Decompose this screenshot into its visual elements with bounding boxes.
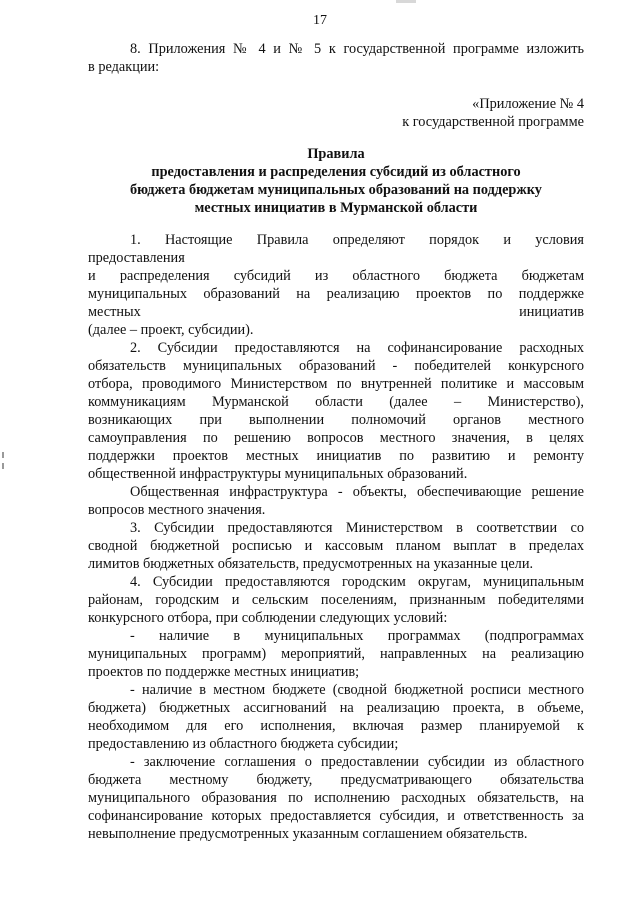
scan-edge-mark [2, 463, 4, 469]
paragraph-line: невыполнение предусмотренных указанным соглашением обязательств. [88, 826, 528, 842]
paragraph-line: отбора, проводимого Министерством по внутренней политике и массовым [88, 376, 584, 392]
paragraph-line: общественной инфраструктуры муниципальных образований. [88, 466, 468, 482]
paragraph-line: необходимом для его исполнения, включая размер планируемой к [88, 718, 584, 734]
paragraph-line: предоставлению из областного бюджета субсидии; [88, 736, 399, 752]
page-number: 17 [313, 13, 327, 28]
paragraph-line: и распределения субсидий из областного бюджета бюджетам [88, 268, 584, 284]
paragraph-line: проектов по поддержке местных инициатив; [88, 664, 360, 680]
paragraph-line: - наличие в муниципальных программах (подпрограммах [130, 628, 584, 644]
paragraph-line: софинансирование которых предоставляется субсидия, и ответственность за [88, 808, 584, 824]
paragraph-line: - наличие в местном бюджете (сводной бюджетной росписи местного [130, 682, 584, 698]
doc-title-line-3: местных инициатив в Мурманской области [194, 200, 478, 216]
paragraph-line: бюджета местному бюджету, предусматривающего обязательства [88, 772, 584, 788]
doc-title-line-2: бюджета бюджетам муниципальных образований на поддержку [130, 182, 542, 198]
appendix-subtitle: к государственной программе [402, 114, 584, 130]
paragraph-line: муниципального образования по исполнению расходных обязательств, на [88, 790, 584, 806]
appendix-label: «Приложение № 4 [472, 96, 584, 112]
paragraph-line: 2. Субсидии предоставляются на софинансирование расходных [130, 340, 584, 356]
intro-line-1: 8. Приложения № 4 и № 5 к государственной программе изложить [130, 41, 584, 57]
paragraph-line: местных инициатив [88, 304, 584, 320]
paragraph-line: лимитов бюджетных обязательств, предусмотренных на указанные цели. [88, 556, 534, 572]
paragraph-line: 4. Субсидии предоставляются городским округам, муниципальным [130, 574, 584, 590]
paragraph-line: коммуникациям Мурманской области (далее – Министерство), [88, 394, 584, 410]
scan-artifact [396, 0, 416, 3]
paragraph-line: бюджета) бюджетных ассигнований на реализацию проекта, в объеме, [88, 700, 584, 716]
paragraph-line: 1. Настоящие Правила определяют порядок и условия [130, 232, 584, 248]
paragraph-line: поддержки проектов местных инициатив по развитию и ремонту [88, 448, 584, 464]
paragraph-line: Общественная инфраструктура - объекты, обеспечивающие решение [130, 484, 584, 500]
doc-title-line-1: предоставления и распределения субсидий из областного [151, 164, 521, 180]
scan-edge-mark [2, 452, 4, 458]
paragraph-line: самоуправления по решению вопросов местного значения, в целях [88, 430, 584, 446]
paragraph-line: обязательств муниципальных образований - победителей конкурсного [88, 358, 584, 374]
paragraph-line: - заключение соглашения о предоставлении субсидии из областного [130, 754, 584, 770]
paragraph-line: 3. Субсидии предоставляются Министерством в соответствии со [130, 520, 584, 536]
paragraph-line: предоставления [88, 250, 185, 266]
paragraph-line: муниципальных программ) мероприятий, направленных на реализацию [88, 646, 584, 662]
paragraph-line: муниципальных образований на реализацию проектов по поддержке [88, 286, 584, 302]
paragraph-line: сводной бюджетной росписью и кассовым планом выплат в пределах [88, 538, 584, 554]
paragraph-line: вопросов местного значения. [88, 502, 266, 518]
intro-line-2: в редакции: [88, 59, 160, 75]
paragraph-line: конкурсного отбора, при соблюдении следующих условий: [88, 610, 448, 626]
paragraph-line: (далее – проект, субсидии). [88, 322, 254, 338]
paragraph-line: возникающих при выполнении полномочий органов местного [88, 412, 584, 428]
doc-title: Правила [307, 146, 365, 162]
paragraph-line: районам, городским и сельским поселениям, признанным победителями [88, 592, 584, 608]
